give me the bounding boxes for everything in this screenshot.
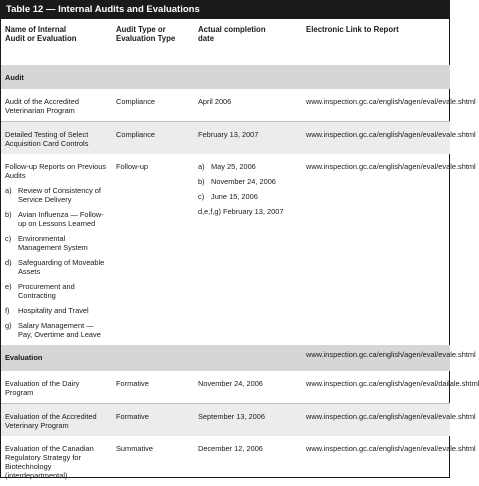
audit-name: Audit of the Accredited Veterinarian Program xyxy=(1,89,112,122)
evaluation-name: Evaluation of the Dairy Program xyxy=(1,371,112,404)
completion-date: April 2006 xyxy=(194,89,302,122)
list-item: c) Environmental Management System xyxy=(5,234,88,252)
list-item: b) Avian Influenza — Follow-up on Lessons Learned xyxy=(5,210,104,228)
header-name: Name of Internal Audit or Evaluation xyxy=(5,25,77,44)
header-type: Audit Type or Evaluation Type xyxy=(116,25,176,44)
table-row xyxy=(1,89,450,122)
header-date: Actual completion date xyxy=(198,25,266,44)
table-title: Table 12 — Internal Audits and Evaluations xyxy=(1,1,449,19)
completion-date: September 13, 2006 xyxy=(198,412,265,421)
audit-type: Compliance xyxy=(112,89,194,122)
header-link: Electronic Link to Report xyxy=(306,25,399,34)
evaluation-type: Summative xyxy=(116,444,153,453)
completion-date xyxy=(194,154,302,345)
table-row xyxy=(1,436,450,486)
list-item: f) Hospitality and Travel xyxy=(5,306,89,315)
audit-type: Compliance xyxy=(116,130,156,139)
section-row-evaluation xyxy=(1,345,450,371)
list-item: d) Safeguarding of Moveable Assets xyxy=(5,258,105,276)
table-row xyxy=(1,371,450,404)
date-item: b) November 24, 2006 xyxy=(198,177,276,186)
report-link[interactable]: www.inspection.gc.ca/english/agen/eval/evale.shtml xyxy=(306,412,476,421)
evaluation-type: Formative xyxy=(116,412,149,421)
date-item: d,e,f,g) February 13, 2007 xyxy=(198,207,284,216)
section-label: Audit xyxy=(5,73,24,82)
report-link[interactable]: www.inspection.gc.ca/english/agen/eval/evale.shtml xyxy=(306,350,476,359)
evaluation-name: Evaluation of the Canadian Regulatory Strategy for Biotechnology (interdepartmental) xyxy=(5,444,94,480)
followup-title: Follow-up Reports on Previous Audits xyxy=(5,162,107,180)
audit-name xyxy=(1,154,112,345)
list-item: e) Procurement and Contracting xyxy=(5,282,75,300)
table-row xyxy=(1,404,450,437)
evaluation-name: Evaluation of the Accredited Veterinary Program xyxy=(5,412,97,430)
report-link[interactable]: www.inspection.gc.ca/english/agen/eval/evale.shtml xyxy=(302,89,450,122)
report-link[interactable]: www.inspection.gc.ca/english/agen/eval/evale.shtml xyxy=(306,444,476,453)
table-row-followup xyxy=(1,154,450,345)
completion-date: December 12, 2006 xyxy=(198,444,263,453)
date-item: a) May 25, 2006 xyxy=(198,162,256,171)
section-row-audit xyxy=(1,65,450,89)
report-link[interactable]: www.inspection.gc.ca/english/agen/eval/evale.shtml xyxy=(306,130,476,139)
header-row xyxy=(1,19,450,65)
report-link[interactable]: www.inspection.gc.ca/english/agen/eval/evale.shtml xyxy=(306,162,476,171)
audits-table xyxy=(1,19,479,486)
completion-date: November 24, 2006 xyxy=(194,371,302,404)
report-link[interactable]: www.inspection.gc.ca/english/agen/eval/dailale.shtml xyxy=(302,371,450,404)
completion-date: February 13, 2007 xyxy=(198,130,259,139)
table-row xyxy=(1,122,450,155)
audit-name: Detailed Testing of Select Acquisition Card Controls xyxy=(5,130,89,148)
section-label: Evaluation xyxy=(5,353,43,362)
list-item: a) Review of Consistency of Service Delivery xyxy=(5,186,101,204)
evaluation-type: Formative xyxy=(112,371,194,404)
date-item: c) June 15, 2006 xyxy=(198,192,258,201)
list-item: g) Salary Management — Pay, Overtime and Leave xyxy=(5,321,101,339)
audit-type: Follow-up xyxy=(116,162,149,171)
